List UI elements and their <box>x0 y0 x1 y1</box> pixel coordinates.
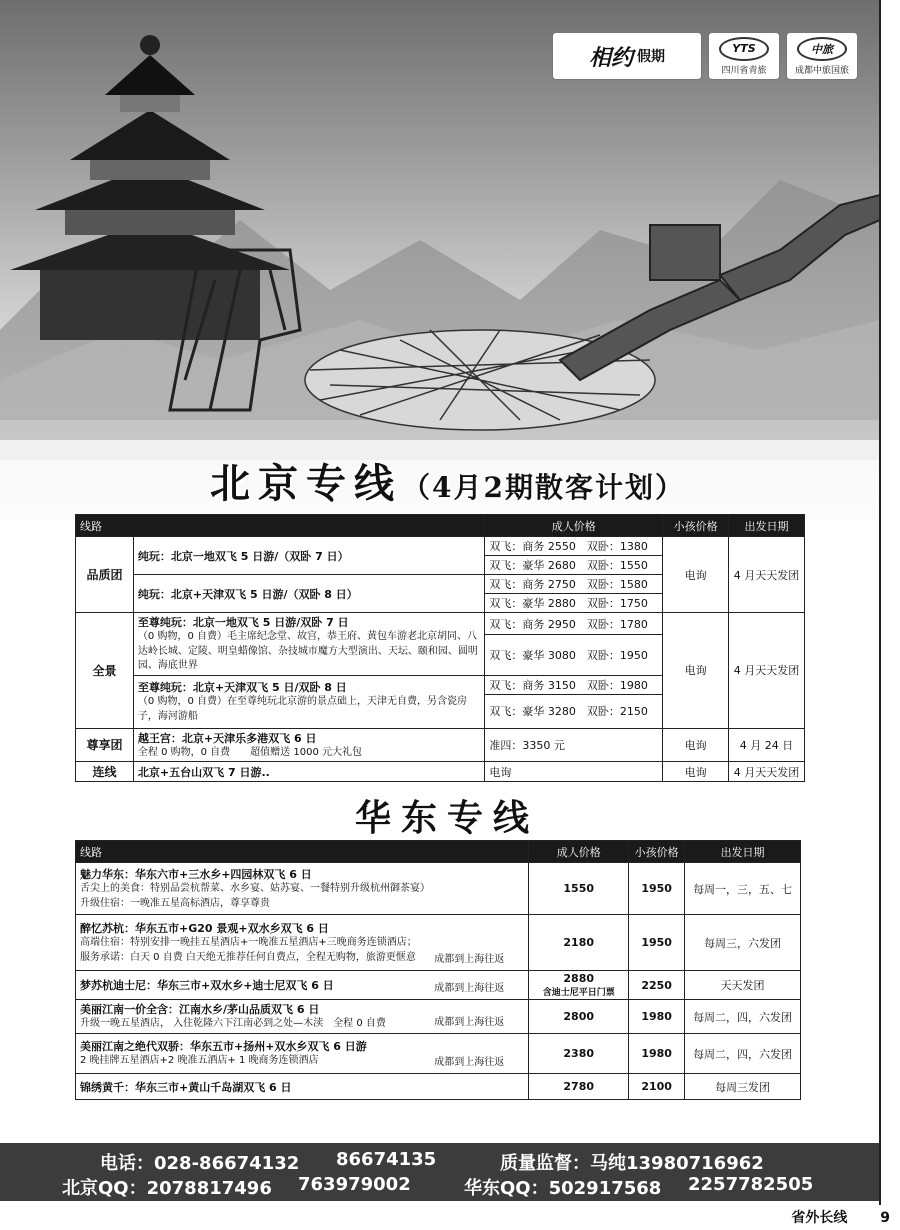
date-cell: 4 月 24 日 <box>729 728 805 762</box>
adult-price-cell <box>529 971 629 1000</box>
route-cell <box>76 863 529 915</box>
col-route: 线路 <box>76 841 529 863</box>
contact-footer <box>0 1143 880 1201</box>
table-row <box>76 728 805 762</box>
child-price-cell: 电询 <box>663 762 729 782</box>
table-row <box>76 915 801 971</box>
xiangyue-mark: 相约 <box>588 44 633 71</box>
table-row <box>76 971 801 1000</box>
date-cell: 每周三发团 <box>685 1074 801 1100</box>
category-cell: 品质团 <box>76 537 134 613</box>
section-label: 省外长线 <box>791 1210 848 1226</box>
route-desc: （0 购物，0 自费）在至尊纯玩北京游的景点础上，天津无自费，另含瓷房子，海河游船 <box>137 696 468 722</box>
child-price-cell: 1980 <box>629 1034 685 1074</box>
route-cell <box>76 1034 529 1074</box>
route-desc: （0 购物，0 自费）毛主席纪念堂、故宫，恭王府、黄包车游老北京胡同、八达岭长城、定陵、明皇蜡像馆、杂技城市魔方大型演出、天坛、颐和园、圆明园、海底世界 <box>137 631 478 671</box>
huadong-price-table <box>75 840 801 1100</box>
price-cell: 双飞：商务 2750 双卧：1580 <box>485 575 663 594</box>
col-date: 出发日期 <box>729 515 805 537</box>
cdzl-emblem-icon: 中旅 <box>797 37 847 61</box>
adult-price: 2380 <box>563 1047 595 1060</box>
temple-of-heaven-icon <box>10 35 290 340</box>
route-desc: 升级住宿：一晚准五星高标酒店，尊享尊贵 <box>80 897 270 909</box>
route-cell <box>76 1074 529 1100</box>
col-adult: 成人价格 <box>529 841 629 863</box>
quality-supervisor: 质量监督：马纯13980716962 <box>500 1153 764 1174</box>
table-header-row <box>76 515 805 537</box>
beijing-qq-secondary: 763979002 <box>298 1174 411 1195</box>
page-footer <box>791 1207 890 1227</box>
col-route: 线路 <box>76 515 485 537</box>
page-number: 9 <box>880 1210 890 1226</box>
beijing-title-main: 北京专线 <box>210 460 402 507</box>
route-title: 美丽江南一价全含：江南水乡/茅山品质双飞 6 日 <box>80 1003 320 1017</box>
price-cell: 双飞：豪华 2680 双卧：1550 <box>485 556 663 575</box>
col-date: 出发日期 <box>685 841 801 863</box>
date-cell: 4 月天天发团 <box>729 613 805 729</box>
col-child: 小孩价格 <box>663 515 729 537</box>
route-desc: 舌尖上的美食：特别品尝杭帮菜、水乡宴、姑苏宴、一餐特别升级杭州御茶宴） <box>80 883 430 894</box>
route-note: 成都到上海往返 <box>434 953 505 965</box>
table-row <box>76 1074 801 1100</box>
adult-price: 2180 <box>563 936 595 949</box>
route-title: 魅力华东：华东六市+三水乡+四园林双飞 6 日 <box>80 868 312 881</box>
table-row <box>76 1000 801 1034</box>
price-cell: 双飞：商务 2950 双卧：1780 <box>485 613 663 635</box>
child-price-cell: 1950 <box>629 863 685 915</box>
table-row <box>76 1034 801 1074</box>
adult-price-cell <box>529 1034 629 1074</box>
adult-price-note: 含迪士尼平日门票 <box>542 988 615 998</box>
route-desc: 升级一晚五星酒店， 入住乾隆六下江南必到之处—木渎 全程 0 自费 <box>80 1018 386 1030</box>
price-cell: 双飞：商务 3150 双卧：1980 <box>485 675 663 694</box>
route-desc: 服务承诺：白天 0 自费 白天绝无推荐任何自费点，全程无购物，旅游更惬意 <box>80 951 416 963</box>
table-row <box>76 863 801 915</box>
xiangyue-sub: 假期 <box>637 49 665 65</box>
date-cell: 每周二，四，六发团 <box>685 1000 801 1034</box>
route-cell <box>133 675 484 728</box>
child-price-cell: 电询 <box>663 613 729 729</box>
col-adult: 成人价格 <box>485 515 663 537</box>
date-cell: 每周二，四，六发团 <box>685 1034 801 1074</box>
table-header-row <box>76 841 801 863</box>
route-title: 至尊纯玩：北京一地双飞 5 日游/双卧 7 日 <box>137 616 349 629</box>
adult-price: 2880 <box>563 972 595 985</box>
route-title: 锦绣黄千：华东三市+黄山千岛湖双飞 6 日 <box>80 1080 292 1094</box>
huadong-section-title: 华东专线 <box>355 797 540 839</box>
route-title: 梦苏杭迪士尼：华东三市+双水乡+迪士尼双飞 6 日 <box>80 979 334 992</box>
adult-price-cell <box>529 1000 629 1034</box>
category-cell: 尊享团 <box>76 728 134 762</box>
adult-price-cell <box>529 863 629 915</box>
route-cell <box>76 1000 529 1034</box>
child-price-cell: 电询 <box>663 728 729 762</box>
date-cell: 每周一，三，五、七 <box>685 863 801 915</box>
page-side-rule <box>879 0 881 1205</box>
price-cell: 准四：3350 元 <box>485 728 663 762</box>
route-desc: 2 晚挂牌五星酒店+2 晚准五酒店+ 1 晚商务连锁酒店 <box>80 1055 319 1067</box>
category-cell: 连线 <box>76 762 134 782</box>
adult-price: 1550 <box>563 882 595 895</box>
adult-price-cell <box>529 915 629 971</box>
yts-name: 四川省青旅 <box>721 65 767 76</box>
route-cell: 北京+五台山双飞 7 日游.. <box>133 762 484 782</box>
hero-banner <box>0 0 880 520</box>
price-cell: 双飞：豪华 3280 双卧：2150 <box>485 694 663 728</box>
route-desc: 高端住宿：特别安排一晚挂五星酒店+一晚准五星酒店+三晚商务连锁酒店； <box>80 937 417 948</box>
child-price-cell: 2100 <box>629 1074 685 1100</box>
child-price-cell: 1950 <box>629 915 685 971</box>
route-title: 至尊纯玩：北京+天津双飞 5 日/双卧 8 日 <box>137 681 347 694</box>
phone-secondary: 86674135 <box>336 1149 437 1170</box>
adult-price-cell <box>529 1074 629 1100</box>
huadong-qq-secondary: 2257782505 <box>688 1174 814 1195</box>
adult-price: 2780 <box>563 1080 595 1093</box>
route-cell <box>76 971 529 1000</box>
adult-price: 2800 <box>563 1010 595 1023</box>
table-row <box>76 762 805 782</box>
route-cell <box>133 613 484 676</box>
phone-label: 电话：028-86674132 <box>100 1153 300 1174</box>
table-row <box>76 537 805 556</box>
route-title: 越王宫：北京+天津乐多港双飞 6 日 <box>137 731 317 745</box>
beijing-qq: 北京QQ：2078817496 <box>62 1178 272 1199</box>
huadong-table-body <box>76 863 801 1100</box>
route-title: 醉忆苏杭：华东五市+G20 景观+双水乡双飞 6 日 <box>80 922 329 935</box>
route-note: 成都到上海往返 <box>434 1056 505 1068</box>
date-cell: 4 月天天发团 <box>729 762 805 782</box>
cdzl-name: 成都中旅国旅 <box>794 65 849 76</box>
beijing-price-table <box>75 514 805 782</box>
route-title: 美丽江南之绝代双骄：华东五市+扬州+双水乡双飞 6 日游 <box>80 1040 367 1054</box>
price-cell: 电询 <box>485 762 663 782</box>
xiangyue-logo <box>552 32 702 80</box>
route-cell: 纯玩：北京一地双飞 5 日游/（双卧 7 日） <box>133 537 484 575</box>
date-cell: 4 月天天发团 <box>729 537 805 613</box>
date-cell: 每周三，六发团 <box>685 915 801 971</box>
huadong-qq: 华东QQ：502917568 <box>464 1178 662 1199</box>
table-row <box>76 613 805 635</box>
price-cell: 双飞：豪华 2880 双卧：1750 <box>485 594 663 613</box>
col-child: 小孩价格 <box>629 841 685 863</box>
brand-logos <box>552 32 858 80</box>
beijing-title-sub: （4月2期散客计划） <box>402 471 685 504</box>
child-price-cell: 2250 <box>629 971 685 1000</box>
route-desc: 全程 0 购物，0 自费 超值赠送 1000 元大礼包 <box>137 746 362 758</box>
category-cell: 全景 <box>76 613 134 729</box>
route-cell <box>76 915 529 971</box>
child-price-cell: 电询 <box>663 537 729 613</box>
beijing-section-title <box>210 452 685 509</box>
child-price-cell: 1980 <box>629 1000 685 1034</box>
route-cell <box>133 728 484 762</box>
route-note: 成都到上海往返 <box>434 982 505 994</box>
yts-logo <box>708 32 780 80</box>
route-note: 成都到上海往返 <box>434 1016 505 1028</box>
price-cell: 双飞：商务 2550 双卧：1380 <box>485 537 663 556</box>
cdzl-logo <box>786 32 858 80</box>
yts-emblem-icon: YTS <box>719 37 769 61</box>
date-cell: 天天发团 <box>685 971 801 1000</box>
price-cell: 双飞：豪华 3080 双卧：1950 <box>485 635 663 675</box>
route-cell: 纯玩：北京+天津双飞 5 日游/（双卧 8 日） <box>133 575 484 613</box>
